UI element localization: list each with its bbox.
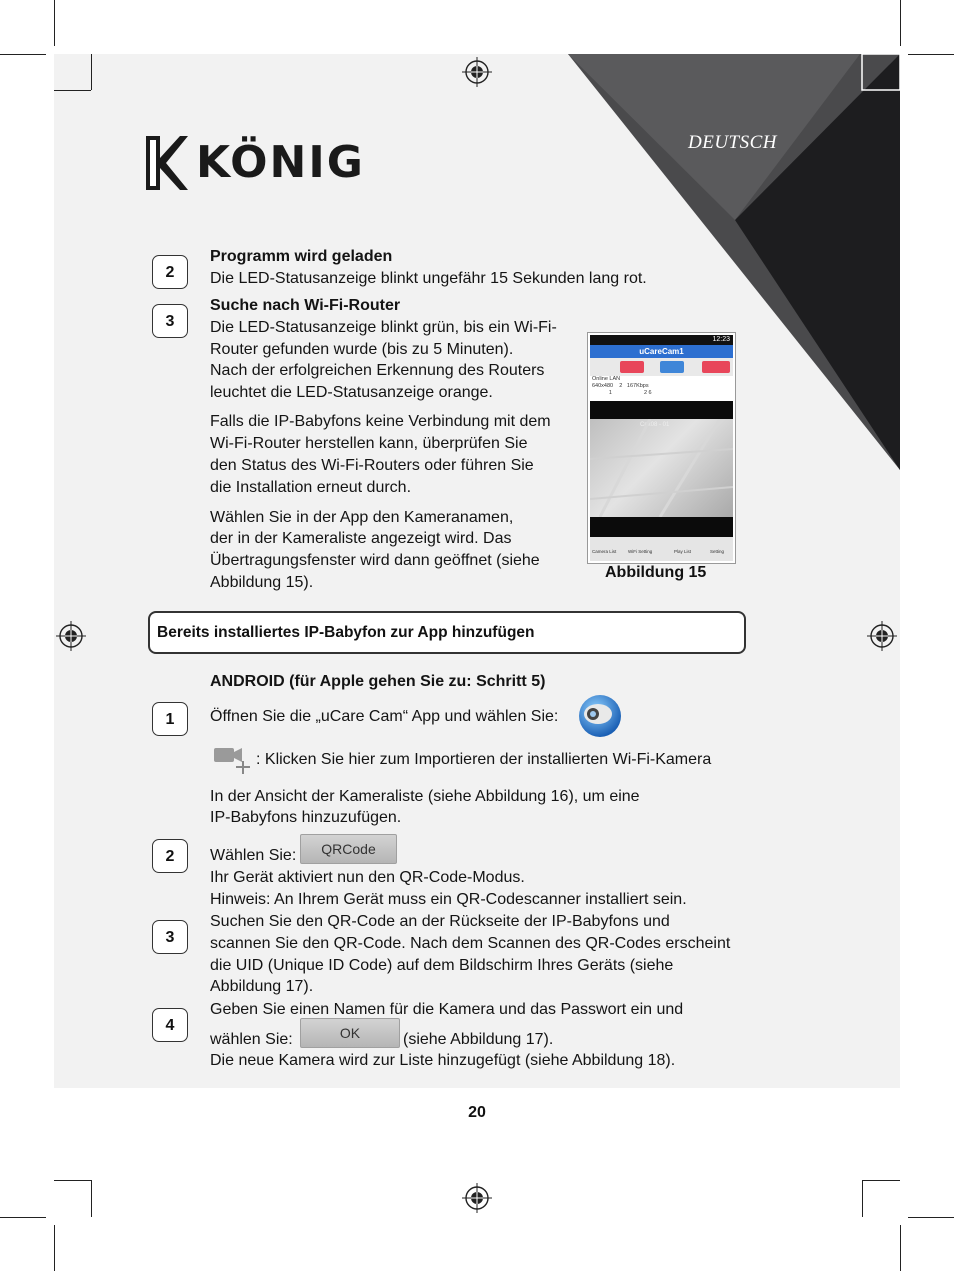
step-number: 3 <box>152 920 188 954</box>
android-heading: ANDROID (für Apple gehen Sie zu: Schritt 5) <box>210 673 546 690</box>
step-text: Hinweis: An Ihrem Gerät muss ein QR-Codescanner installiert sein. <box>210 891 687 908</box>
video-view[interactable] <box>590 419 733 517</box>
crop-mark <box>900 0 901 46</box>
konig-logo-icon <box>146 136 188 190</box>
phone-tab-bar <box>590 537 733 561</box>
crop-mark <box>908 54 954 55</box>
tab-setting[interactable]: Setting <box>710 549 725 554</box>
audio-button[interactable] <box>660 361 684 373</box>
crop-mark <box>908 1217 954 1218</box>
step-text: Geben Sie einen Namen für die Kamera und das Passwort ein und <box>210 1001 684 1018</box>
step-number: 4 <box>152 1008 188 1042</box>
step-text: scannen Sie den QR-Code. Nach dem Scannen des QR-Codes erscheint <box>210 935 731 952</box>
stream-status: Online LAN <box>592 376 621 382</box>
crop-mark <box>54 1180 91 1181</box>
stream-resolution: 640x480 2 167Kbps <box>592 383 649 389</box>
step-title: Programm wird geladen <box>210 248 393 265</box>
record-button[interactable] <box>620 361 644 373</box>
step-number: 2 <box>152 839 188 873</box>
step-text: Öffnen Sie die „uCare Cam“ App und wählen Sie: <box>210 708 559 725</box>
add-camera-icon <box>212 745 254 775</box>
step-text: die Installation erneut durch. <box>210 479 412 496</box>
step-text: die UID (Unique ID Code) auf dem Bildschirm Ihres Geräts (siehe <box>210 957 674 974</box>
figure-caption: Abbildung 15 <box>605 564 707 581</box>
step-text: Die LED-Statusanzeige blinkt grün, bis ein Wi-Fi- <box>210 319 557 336</box>
step-text: In der Ansicht der Kameraliste (siehe Abbildung 16), um eine <box>210 788 640 805</box>
step-text: Wi-Fi-Router herstellen kann, überprüfen Sie <box>210 435 528 452</box>
registration-mark-icon <box>56 621 86 651</box>
alarm-button[interactable] <box>702 361 730 373</box>
step-text: Die neue Kamera wird zur Liste hinzugefügt (siehe Abbildung 18). <box>210 1052 676 1069</box>
stream-extra: 1 2 6 <box>608 390 652 396</box>
step-text: IP-Babyfons hinzuzufügen. <box>210 809 402 826</box>
step-text: Suchen Sie den QR-Code an der Rückseite der IP-Babyfons und <box>210 913 670 930</box>
step-number: 3 <box>152 304 188 338</box>
registration-mark-icon <box>462 57 492 87</box>
crop-mark <box>91 1180 92 1217</box>
step-text: Ihr Gerät aktiviert nun den QR-Code-Modus. <box>210 869 525 886</box>
tab-camera-list[interactable]: Camera List <box>592 549 617 554</box>
step-text: den Status des Wi-Fi-Routers oder führen Sie <box>210 457 534 474</box>
language-label: DEUTSCH <box>688 132 778 153</box>
app-title-bar: uCareCam1 <box>590 345 733 358</box>
crop-mark <box>54 1225 55 1271</box>
step-text: Abbildung 17). <box>210 978 314 995</box>
tab-play-list[interactable]: Play List <box>674 549 692 554</box>
crop-mark <box>900 1225 901 1271</box>
app-toolbar <box>590 358 733 376</box>
step-number: 1 <box>152 702 188 736</box>
step-text: Wählen Sie: <box>210 847 297 864</box>
step-text: der in der Kameraliste angezeigt wird. Das <box>210 530 512 547</box>
page-number: 20 <box>468 1104 486 1121</box>
step-text: : Klicken Sie hier zum Importieren der installierten Wi-Fi-Kamera <box>256 751 712 768</box>
tab-wifi-setting[interactable]: WiFi Setting <box>628 549 653 554</box>
step-title: Suche nach Wi-Fi-Router <box>210 297 401 314</box>
step-text: Übertragungsfenster wird dann geöffnet (siehe <box>210 552 540 569</box>
crop-mark <box>54 90 91 91</box>
crop-mark <box>862 1180 863 1217</box>
crop-mark <box>54 0 55 46</box>
brand-name: KÖNIG <box>196 137 365 188</box>
step-text: leuchtet die LED-Statusanzeige orange. <box>210 384 493 401</box>
crop-mark <box>0 54 46 55</box>
registration-mark-icon <box>462 1183 492 1213</box>
phone-time: 12:23 <box>712 336 730 343</box>
step-text: Router gefunden wurde (bis zu 5 Minuten). <box>210 341 514 358</box>
section-title: Bereits installiertes IP-Babyfon zur App hinzufügen <box>157 624 535 641</box>
crop-mark <box>91 54 92 90</box>
step-text: Nach der erfolgreichen Erkennung des Routers <box>210 362 545 379</box>
video-overlay-text: Cpx08 - 01 <box>640 422 670 428</box>
registration-mark-icon <box>867 621 897 651</box>
step-text: Abbildung 15). <box>210 574 314 591</box>
step-text: wählen Sie: <box>210 1031 293 1048</box>
step-text: Falls die IP-Babyfons keine Verbindung mit dem <box>210 413 551 430</box>
step-text: (siehe Abbildung 17). <box>403 1031 554 1048</box>
qrcode-button[interactable]: QRCode <box>300 834 397 864</box>
video-floor-lines <box>590 419 733 517</box>
crop-mark <box>0 1217 46 1218</box>
ucare-cam-app-icon <box>576 693 624 739</box>
video-letterbox-bottom <box>590 517 733 537</box>
phone-status-bar <box>590 335 733 345</box>
crop-mark <box>862 1180 900 1181</box>
step-number: 2 <box>152 255 188 289</box>
ok-button[interactable]: OK <box>300 1018 400 1048</box>
step-text: Wählen Sie in der App den Kameranamen, <box>210 509 514 526</box>
stream-info <box>590 376 733 401</box>
step-text: Die LED-Statusanzeige blinkt ungefähr 15 Sekunden lang rot. <box>210 270 647 287</box>
figure-screenshot <box>587 332 736 564</box>
video-letterbox-top <box>590 401 733 419</box>
